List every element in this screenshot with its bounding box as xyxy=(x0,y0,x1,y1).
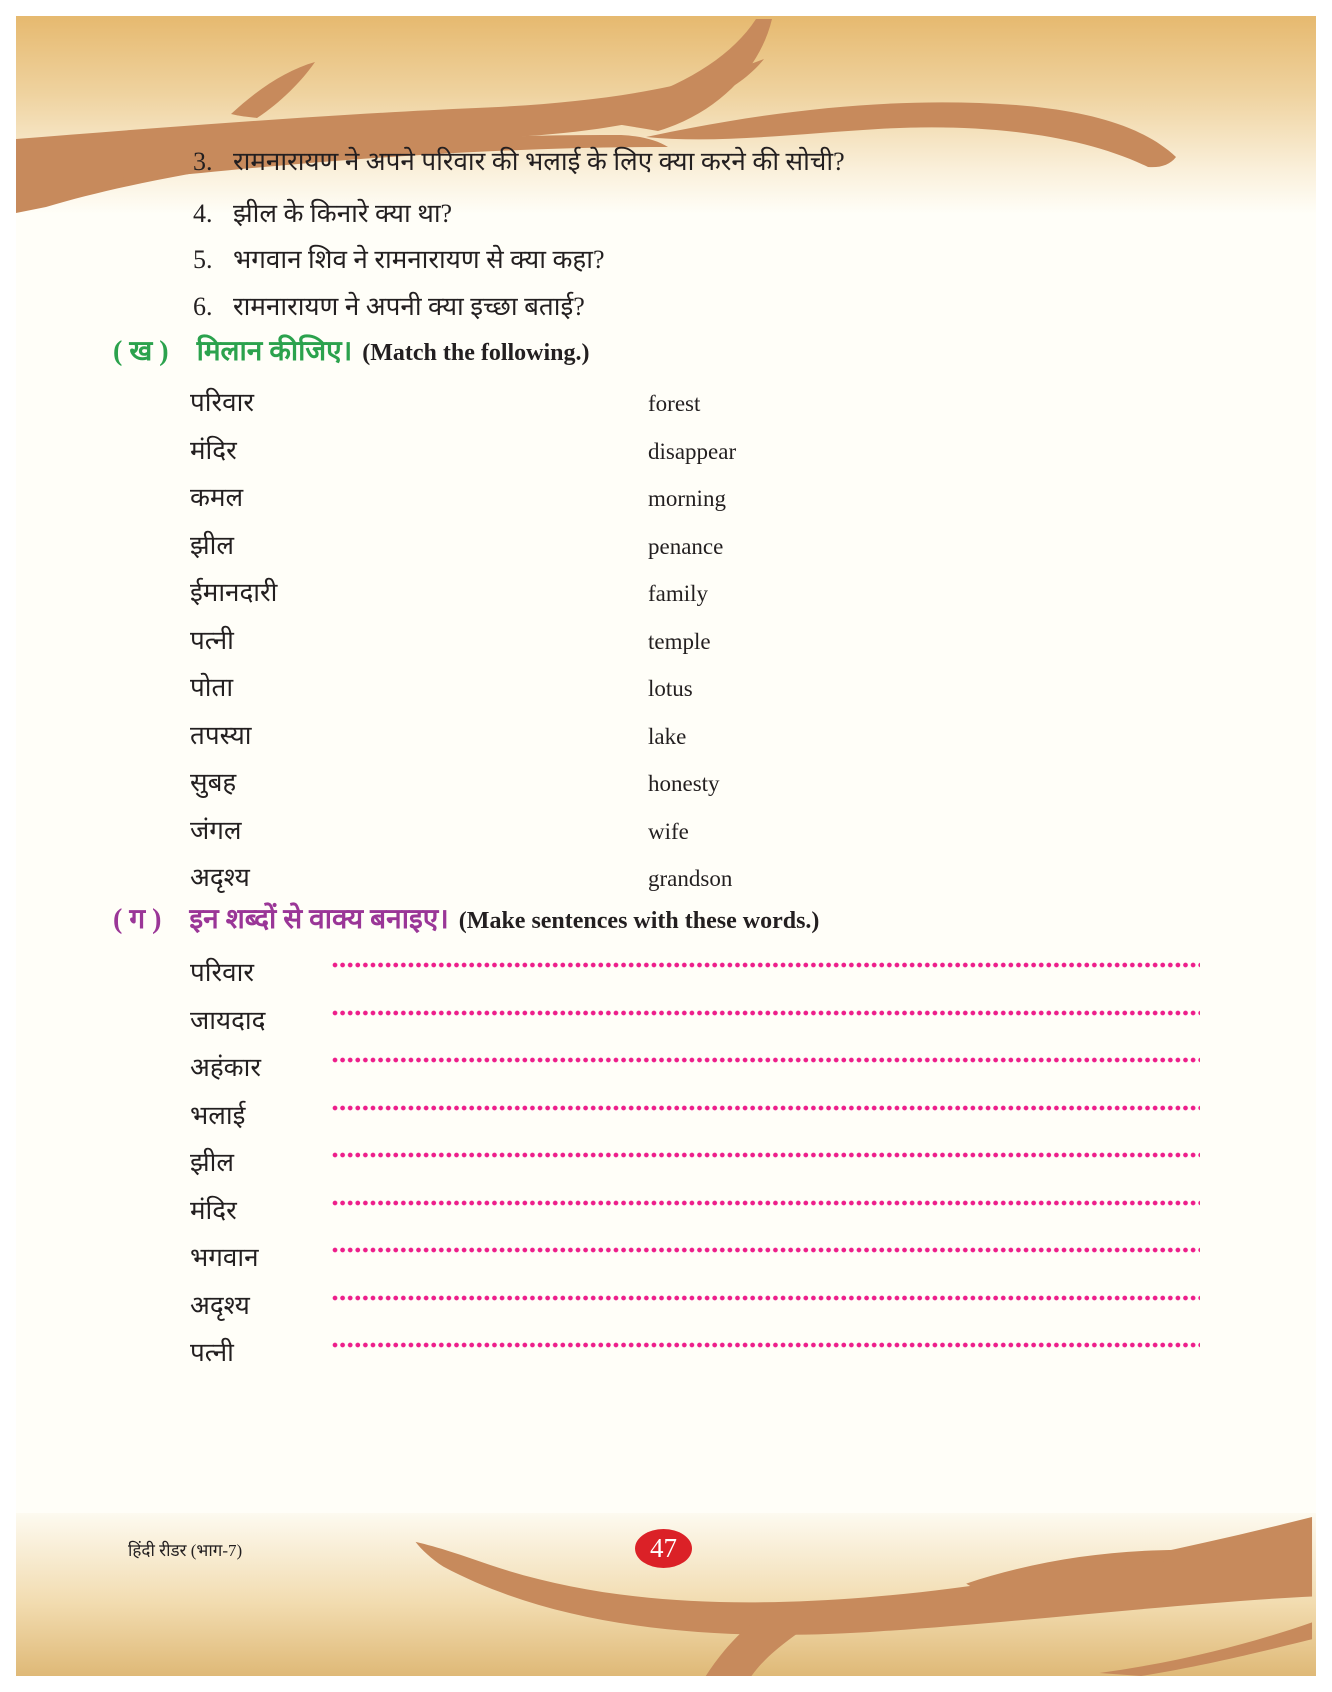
section-label: ( ग ) xyxy=(113,904,162,935)
question-number: 6. xyxy=(193,292,213,321)
match-right-word: disappear xyxy=(648,439,737,464)
match-left-word: जंगल xyxy=(190,816,242,845)
section-title-hindi: मिलान कीजिए। xyxy=(196,336,353,367)
match-right-word: lake xyxy=(648,724,687,749)
branch-swoosh-top-icon xyxy=(16,16,1316,214)
answer-dotted-line xyxy=(332,1010,1200,1016)
sentence-word: मंदिर xyxy=(190,1196,237,1225)
answer-dotted-line xyxy=(332,962,1200,968)
answer-dotted-line xyxy=(332,1057,1200,1063)
sentence-word: पत्नी xyxy=(190,1338,234,1367)
match-row xyxy=(190,383,1130,419)
match-left-word: परिवार xyxy=(190,388,254,417)
match-right-word: family xyxy=(648,581,709,606)
answer-dotted-line xyxy=(332,1247,1200,1253)
match-right-word: lotus xyxy=(648,676,693,701)
answer-dotted-line xyxy=(332,1200,1200,1206)
question-text: झील के किनारे क्या था? xyxy=(233,199,453,228)
sentence-row xyxy=(190,1143,1200,1177)
question-number: 4. xyxy=(193,199,213,228)
page-number-badge xyxy=(635,1529,692,1568)
sentence-row xyxy=(190,1286,1200,1320)
question-text: रामनारायण ने अपने परिवार की भलाई के लिए क्या करने की सोची? xyxy=(233,147,845,176)
sentence-word: भगवान xyxy=(190,1243,259,1272)
match-left-word: मंदिर xyxy=(190,436,237,465)
match-row xyxy=(190,668,1130,704)
match-right-word: penance xyxy=(648,534,724,559)
sentence-row xyxy=(190,1096,1200,1130)
match-row xyxy=(190,811,1130,847)
match-right-word: temple xyxy=(648,629,711,654)
section-title-hindi: इन शब्दों से वाक्य बनाइए। xyxy=(189,904,449,935)
footer-book-title: हिंदी रीडर (भाग-7) xyxy=(128,1541,243,1560)
sentence-word: जायदाद xyxy=(190,1006,266,1035)
match-row xyxy=(190,763,1130,799)
match-row xyxy=(190,716,1130,752)
match-right-word: morning xyxy=(648,486,726,511)
answer-dotted-line xyxy=(332,1295,1200,1301)
match-row xyxy=(190,478,1130,514)
match-left-word: झील xyxy=(190,531,235,560)
match-row xyxy=(190,431,1130,467)
question-item xyxy=(193,142,845,178)
question-item xyxy=(193,287,585,323)
section-kha-header xyxy=(113,331,590,369)
match-row xyxy=(190,858,1130,894)
question-text: रामनारायण ने अपनी क्या इच्छा बताई? xyxy=(233,292,585,321)
sentence-row xyxy=(190,953,1200,987)
answer-dotted-line xyxy=(332,1152,1200,1158)
sentence-word: परिवार xyxy=(190,958,254,987)
match-right-word: honesty xyxy=(648,771,720,796)
question-item xyxy=(193,194,452,230)
sentence-row xyxy=(190,1001,1200,1035)
match-row xyxy=(190,526,1130,562)
sentence-word: अहंकार xyxy=(190,1053,262,1082)
match-right-word: forest xyxy=(648,391,701,416)
match-left-word: अदृश्य xyxy=(190,863,250,892)
sentence-row xyxy=(190,1238,1200,1272)
match-left-word: पत्नी xyxy=(190,626,234,655)
match-left-word: सुबह xyxy=(190,768,237,797)
match-row xyxy=(190,621,1130,657)
sentence-row xyxy=(190,1048,1200,1082)
match-right-word: grandson xyxy=(648,866,733,891)
question-item xyxy=(193,240,605,276)
sentence-row xyxy=(190,1191,1200,1225)
section-title-english: (Make sentences with these words.) xyxy=(458,908,820,934)
sentence-row xyxy=(190,1333,1200,1367)
match-left-word: तपस्या xyxy=(190,721,252,750)
sentence-word: भलाई xyxy=(190,1101,246,1130)
question-number: 5. xyxy=(193,245,213,274)
match-left-word: पोता xyxy=(190,673,234,702)
answer-dotted-line xyxy=(332,1105,1200,1111)
question-number: 3. xyxy=(193,147,213,176)
section-ga-header xyxy=(113,899,819,937)
question-text: भगवान शिव ने रामनारायण से क्या कहा? xyxy=(233,245,605,274)
match-row xyxy=(190,573,1130,609)
section-label: ( ख ) xyxy=(113,336,169,367)
section-title-english: (Match the following.) xyxy=(362,340,590,366)
sentence-word: झील xyxy=(190,1148,235,1177)
match-left-word: कमल xyxy=(190,483,244,512)
sentence-word: अदृश्य xyxy=(190,1291,250,1320)
match-right-word: wife xyxy=(648,819,689,844)
match-left-word: ईमानदारी xyxy=(190,578,278,607)
answer-dotted-line xyxy=(332,1342,1200,1348)
page-number: 47 xyxy=(650,1533,677,1563)
